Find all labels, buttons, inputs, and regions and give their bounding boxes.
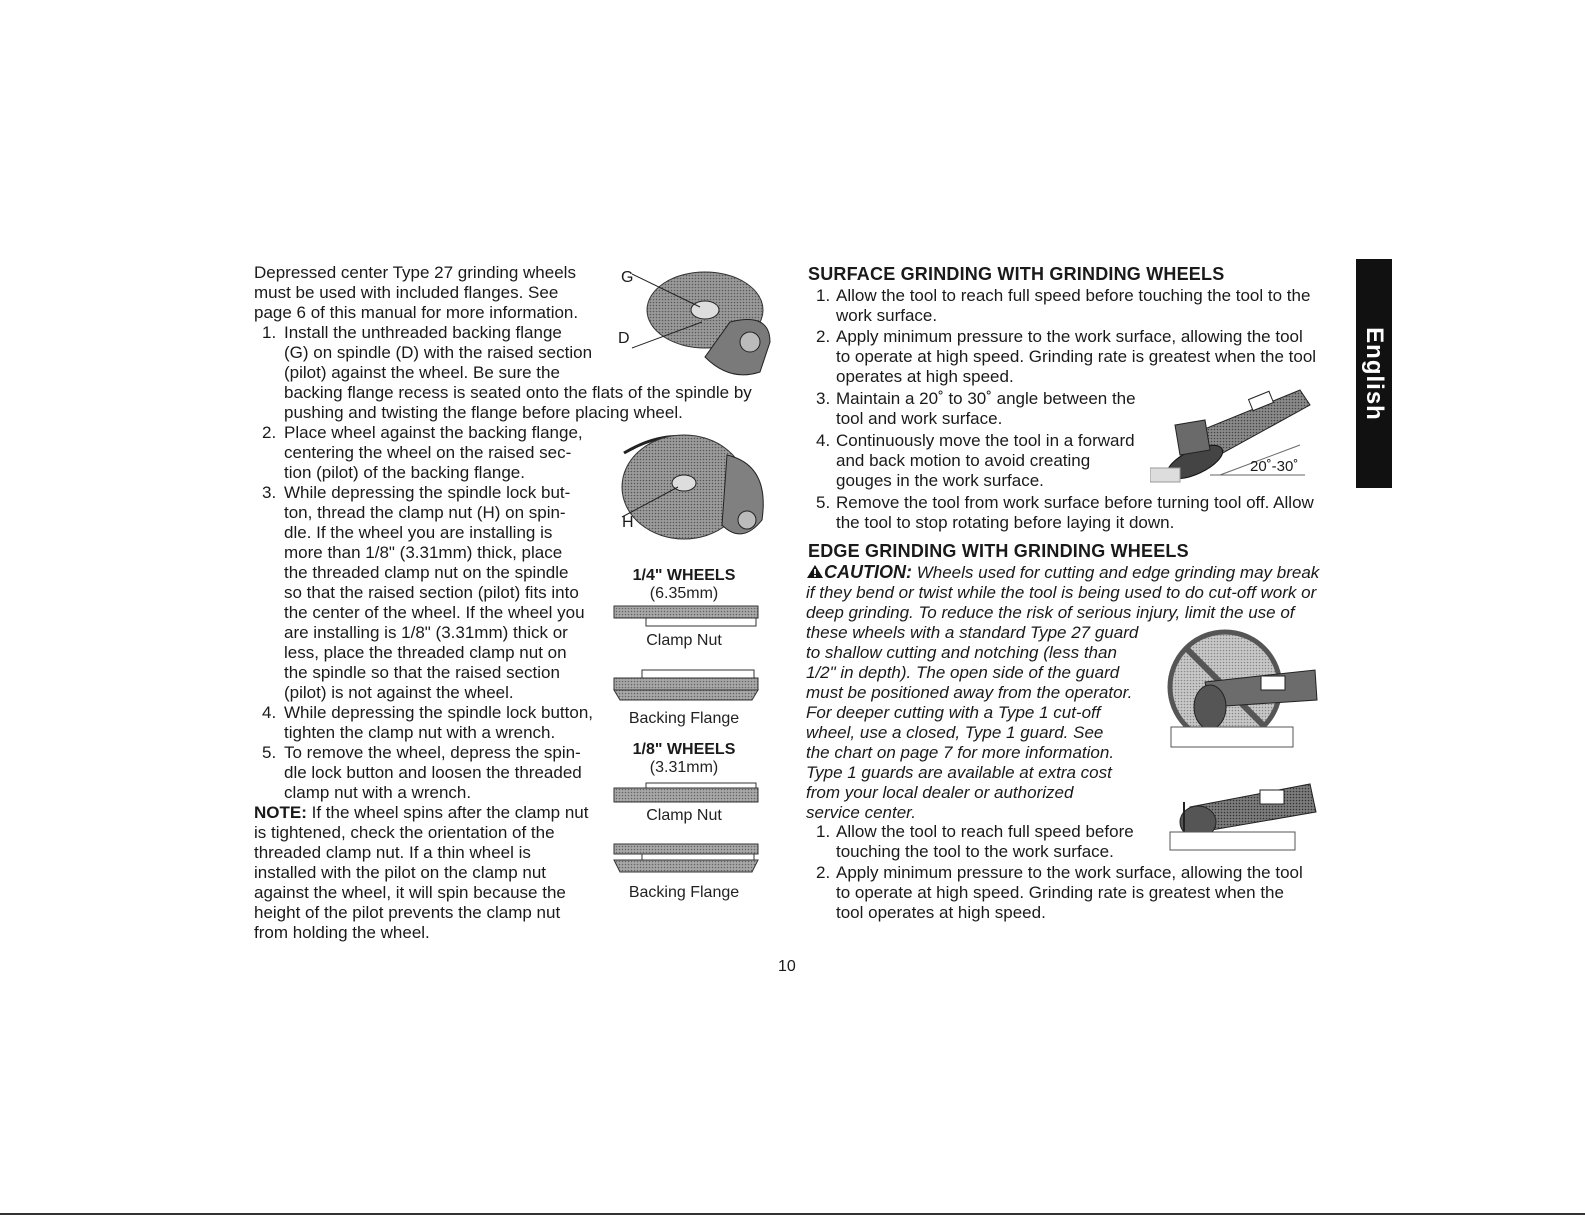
step-line: and back motion to avoid creating (836, 451, 1091, 470)
step-line: backing flange recess is seated onto the flats of the spindle by (284, 383, 752, 402)
step-line: To remove the wheel, depress the spin- (284, 743, 581, 762)
step-number: 1. (816, 286, 831, 305)
install-step-5 (254, 743, 599, 803)
intro-line: must be used with included flanges. See (254, 283, 559, 302)
step-line: tool operates at high speed. (836, 903, 1046, 922)
edge-grinding-heading: EDGE GRINDING WITH GRINDING WHEELS (808, 541, 1189, 561)
step-line: (pilot) is not against the wheel. (284, 683, 514, 702)
caution-label: CAUTION: (824, 562, 912, 582)
edge-grinding-illustration (1160, 772, 1320, 857)
intro-paragraph (254, 263, 594, 323)
note-line: against the wheel, it will spin because the (254, 883, 566, 902)
caution-line: the chart on page 7 for more information. (806, 743, 1115, 762)
step-number: 3. (816, 389, 831, 408)
eighth-wheels-mm: (3.31mm) (649, 759, 719, 776)
step-line: so that the raised section (pilot) fits into (284, 583, 579, 602)
step-line: (pilot) against the wheel. Be sure the (284, 363, 560, 382)
surface-grinding-heading: SURFACE GRINDING WITH GRINDING WHEELS (808, 264, 1225, 284)
step-line: ton, thread the clamp nut (H) on spin- (284, 503, 566, 522)
backing-flange-diagram-quarter (612, 668, 760, 704)
clamp-nut-label: Clamp Nut (646, 632, 722, 649)
step-number: 5. (816, 493, 831, 512)
step-line: clamp nut with a wrench. (284, 783, 472, 802)
step-line: Allow the tool to reach full speed before touching the tool to the (836, 286, 1311, 305)
step-line: pushing and twisting the flange before placing wheel. (284, 403, 683, 422)
step-line: operates at high speed. (836, 367, 1014, 386)
step-line: the center of the wheel. If the wheel you (284, 603, 585, 622)
install-step-1-continued (284, 383, 784, 423)
step-line: less, place the threaded clamp nut on (284, 643, 567, 662)
note-label: NOTE: (254, 803, 307, 822)
step-line: more than 1/8" (3.31mm) thick, place (284, 543, 563, 562)
edge-step-1 (808, 822, 1148, 862)
step-line: While depressing the spindle lock but- (284, 483, 571, 502)
step-number: 4. (816, 431, 831, 450)
angle-label: 20˚-30˚ (1250, 458, 1299, 475)
step-number: 5. (262, 743, 277, 762)
backing-flange-illustration (610, 262, 780, 387)
edge-step-2 (808, 863, 1323, 923)
caution-line: 1/2" in depth). The open side of the guard (806, 663, 1120, 682)
surface-step-5 (808, 493, 1323, 533)
caution-line: Wheels used for cutting and edge grinding may break (912, 563, 1320, 582)
surface-step-2 (808, 327, 1323, 387)
label-d: D (618, 330, 630, 347)
page-number: 10 (778, 958, 796, 975)
note-line: height of the pilot prevents the clamp nut (254, 903, 561, 922)
clamp-nut-label: Clamp Nut (646, 807, 722, 824)
label-h: H (622, 514, 634, 531)
note-paragraph (254, 803, 594, 943)
clamp-nut-diagram-quarter (612, 604, 760, 630)
language-tab-label: English (1361, 326, 1389, 421)
install-step-2 (254, 423, 599, 483)
step-number: 2. (816, 327, 831, 346)
step-line: Maintain a 20˚ to 30˚ angle between the (836, 389, 1136, 408)
intro-line: page 6 of this manual for more information. (254, 303, 579, 322)
caution-line: must be positioned away from the operator. (806, 683, 1133, 702)
note-line: threaded clamp nut. If a thin wheel is (254, 843, 531, 862)
quarter-wheels-mm: (6.35mm) (649, 585, 719, 602)
step-line: the threaded clamp nut on the spindle (284, 563, 569, 582)
caution-line: Type 1 guards are available at extra cost (806, 763, 1112, 782)
caution-line: to shallow cutting and notching (less than (806, 643, 1117, 662)
install-step-3 (254, 483, 599, 703)
install-step-4 (254, 703, 599, 743)
backing-flange-label: Backing Flange (628, 710, 740, 727)
step-number: 4. (262, 703, 277, 722)
note-line: from holding the wheel. (254, 923, 430, 942)
intro-line: Depressed center Type 27 grinding wheels (254, 263, 576, 282)
surface-step-3 (808, 389, 1148, 429)
step-line: to operate at high speed. Grinding rate is greatest when the tool (836, 347, 1317, 366)
step-line: Allow the tool to reach full speed before (836, 822, 1134, 841)
step-line: Place wheel against the backing flange, (284, 423, 583, 442)
wheel-placement-illustration (612, 425, 772, 550)
step-number: 2. (816, 863, 831, 882)
page-bottom-rule (0, 1213, 1585, 1215)
language-tab (1356, 259, 1392, 488)
step-line: to operate at high speed. Grinding rate is greatest when the (836, 883, 1284, 902)
step-line: touching the tool to the work surface. (836, 842, 1114, 861)
step-line: Remove the tool from work surface before turning tool off. Allow (836, 493, 1314, 512)
step-line: centering the wheel on the raised sec- (284, 443, 572, 462)
step-line: tighten the clamp nut with a wrench. (284, 723, 556, 742)
step-number: 3. (262, 483, 277, 502)
step-line: work surface. (836, 306, 938, 325)
warning-triangle-icon (806, 564, 824, 579)
note-line: If the wheel spins after the clamp nut (306, 803, 589, 822)
step-line: dle. If the wheel you are installing is (284, 523, 553, 542)
step-line: tool and work surface. (836, 409, 1003, 428)
caution-line: deep grinding. To reduce the risk of serious injury, limit the use of (806, 603, 1295, 622)
install-step-1 (254, 323, 599, 383)
step-line: are installing is 1/8" (3.31mm) thick or (284, 623, 568, 642)
clamp-nut-diagram-eighth (612, 782, 760, 806)
backing-flange-diagram-eighth (612, 842, 760, 880)
surface-step-4 (808, 431, 1148, 491)
caution-line: if they bend or twist while the tool is being used to do cut-off work or (806, 583, 1317, 602)
caution-line: service center. (806, 803, 916, 822)
step-line: dle lock button and loosen the threaded (284, 763, 582, 782)
caution-line: from your local dealer or authorized (806, 783, 1074, 802)
note-line: is tightened, check the orientation of the (254, 823, 555, 842)
step-line: Apply minimum pressure to the work surface, allowing the tool (836, 327, 1303, 346)
label-g: G (621, 269, 634, 286)
step-line: Apply minimum pressure to the work surface, allowing the tool (836, 863, 1303, 882)
surface-step-1 (808, 286, 1323, 326)
step-line: the spindle so that the raised section (284, 663, 560, 682)
step-line: the tool to stop rotating before laying it down. (836, 513, 1175, 532)
step-number: 2. (262, 423, 277, 442)
prohibited-edge-grinding-illustration (1165, 622, 1320, 752)
step-number: 1. (262, 323, 277, 342)
step-line: Install the unthreaded backing flange (284, 323, 562, 342)
step-line: gouges in the work surface. (836, 471, 1044, 490)
step-line: Continuously move the tool in a forward (836, 431, 1135, 450)
step-line: tion (pilot) of the backing flange. (284, 463, 525, 482)
caution-line: these wheels with a standard Type 27 guard (806, 623, 1139, 642)
caution-line: For deeper cutting with a Type 1 cut-off (806, 703, 1101, 722)
backing-flange-label: Backing Flange (628, 884, 740, 901)
step-line: (G) on spindle (D) with the raised section (284, 343, 593, 362)
step-line: While depressing the spindle lock button, (284, 703, 594, 722)
step-number: 1. (816, 822, 831, 841)
quarter-wheels-title: 1/4" WHEELS (632, 567, 736, 584)
eighth-wheels-title: 1/8" WHEELS (632, 741, 736, 758)
caution-line: wheel, use a closed, Type 1 guard. See (806, 723, 1104, 742)
note-line: installed with the pilot on the clamp nut (254, 863, 547, 882)
